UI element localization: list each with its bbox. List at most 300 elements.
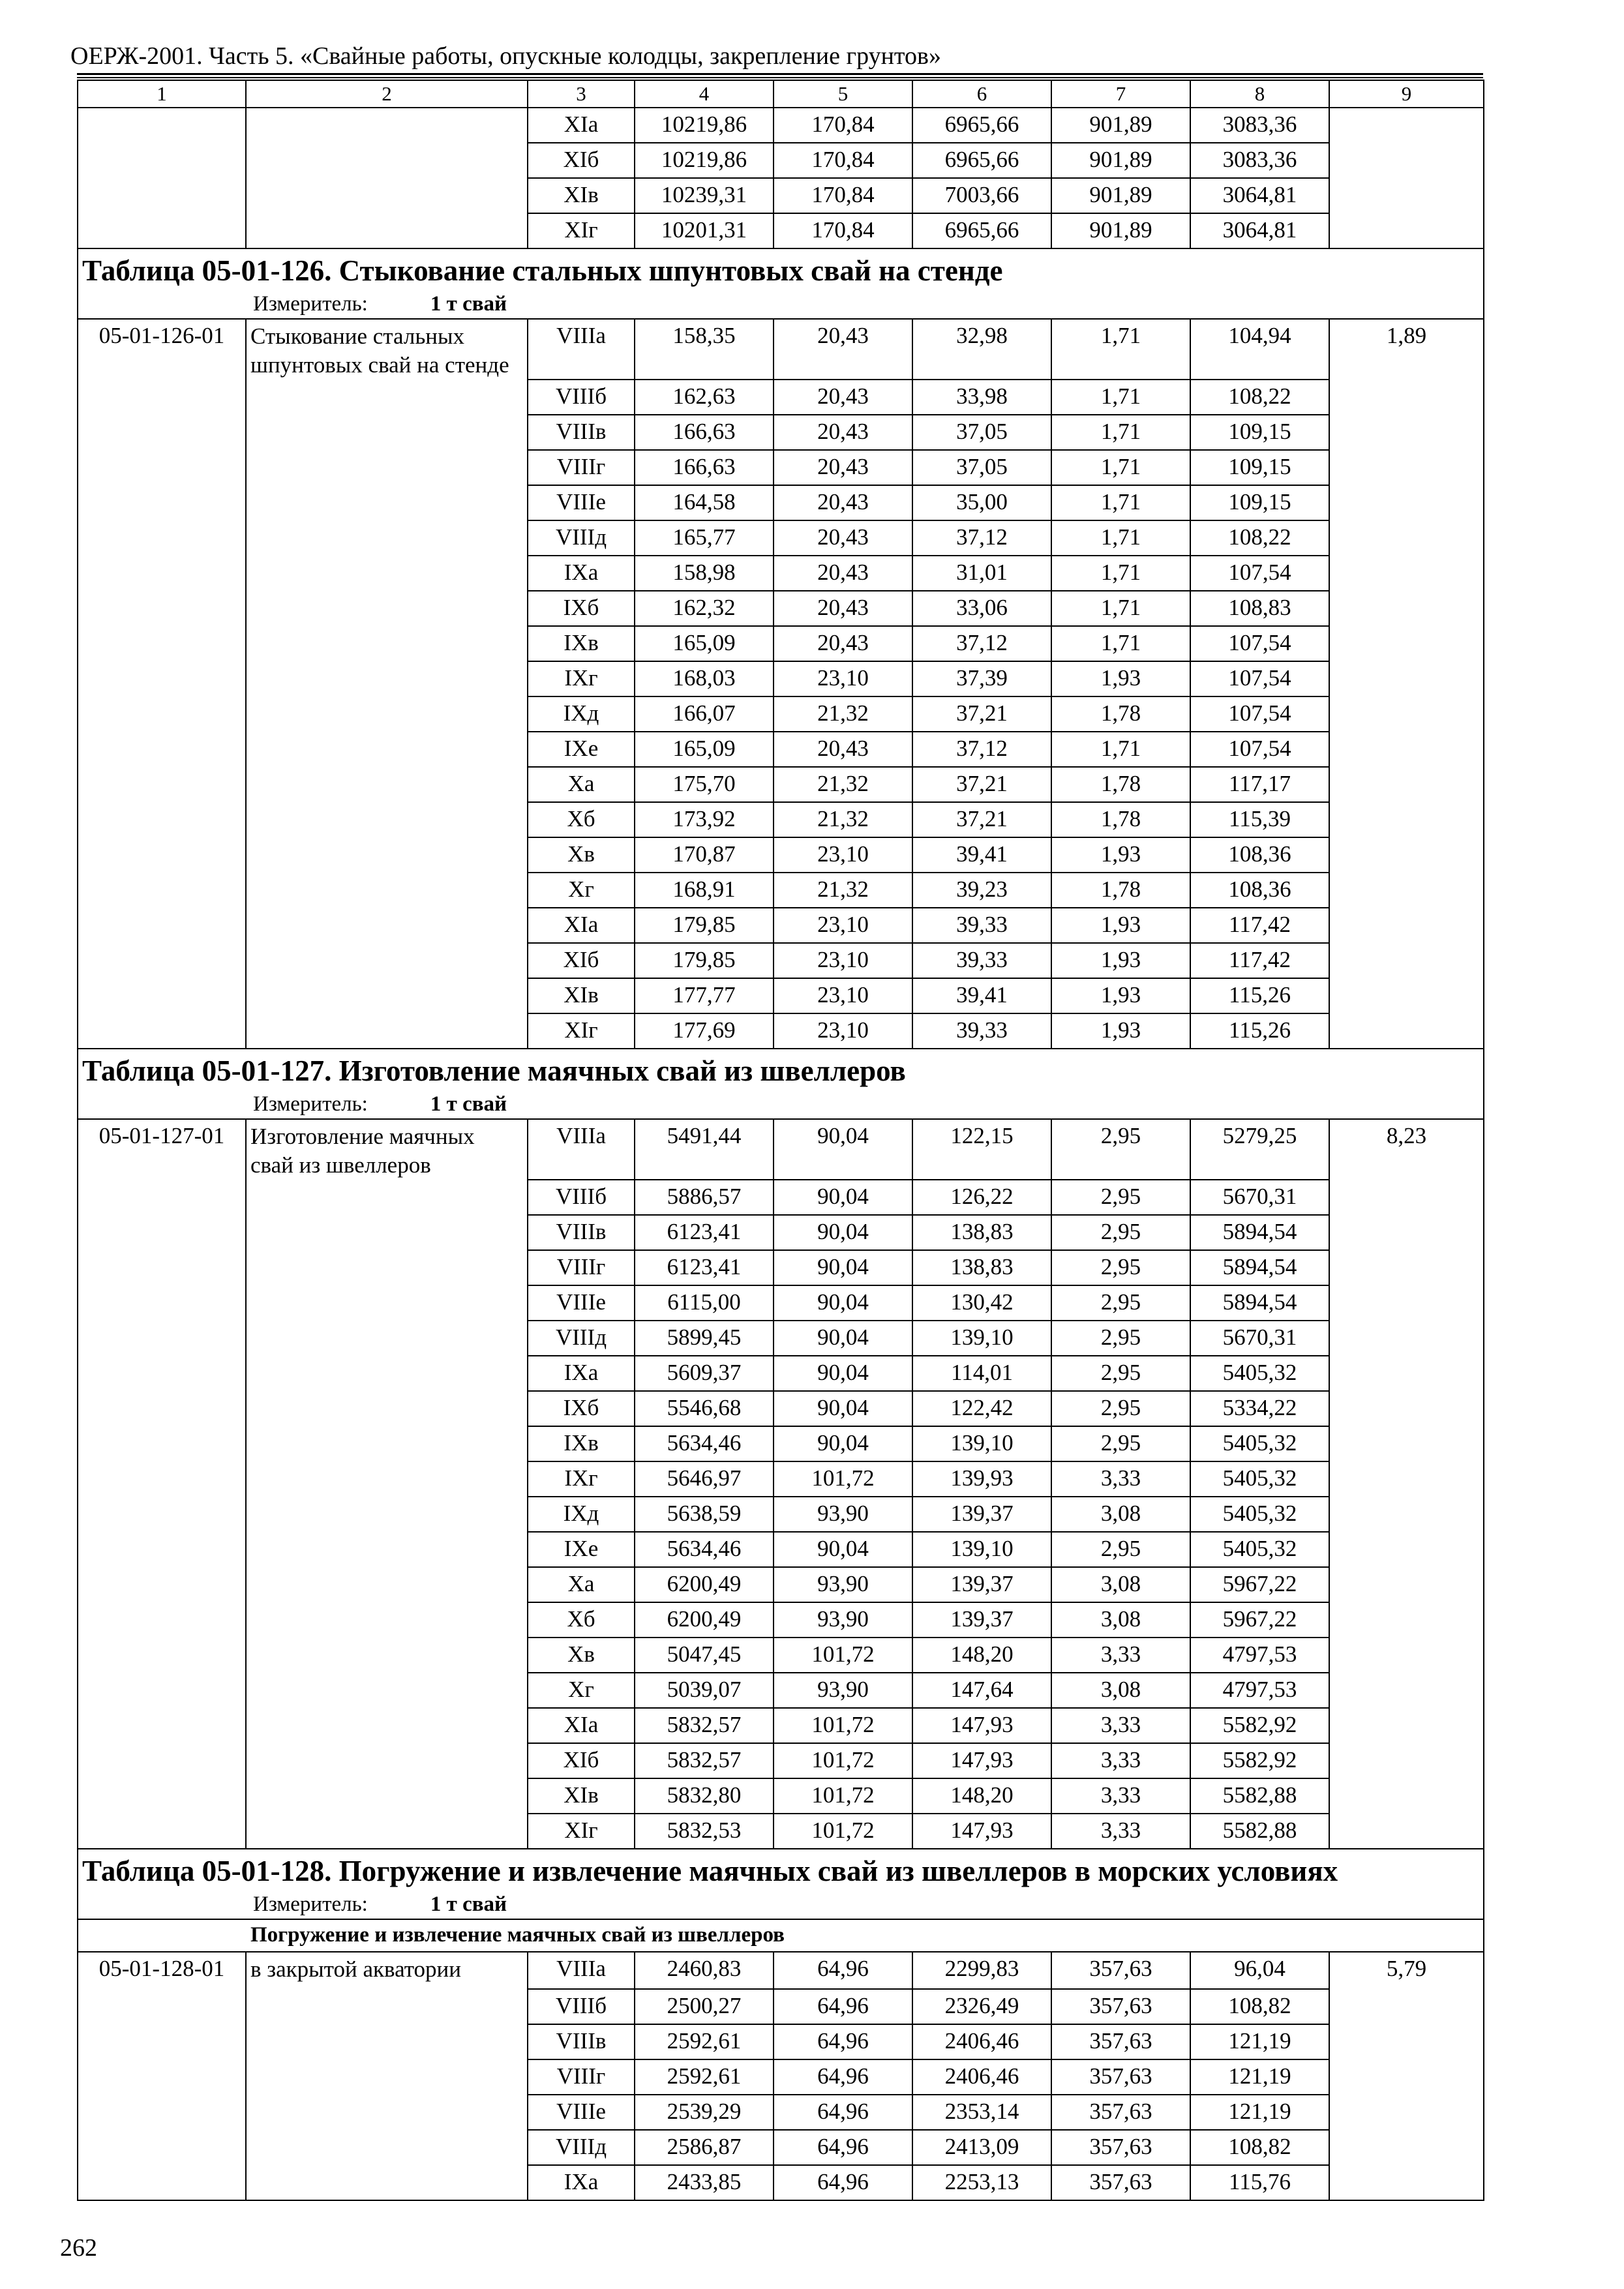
name-cell-13 — [246, 1602, 528, 1638]
name-cell-2 — [246, 178, 528, 213]
col9-cell-15 — [1329, 1673, 1484, 1708]
value-cell: IXе — [528, 1532, 635, 1567]
value-cell: Xа — [528, 1567, 635, 1602]
col9-cell-6 — [1329, 556, 1484, 591]
value-cell: 90,04 — [774, 1356, 912, 1391]
code-cell-0 — [78, 108, 246, 143]
code-cell-18 — [78, 1778, 246, 1814]
value-cell: 101,72 — [774, 1814, 912, 1849]
code-cell-4 — [78, 2095, 246, 2130]
value-cell: 147,93 — [912, 1708, 1051, 1743]
value-cell: XIа — [528, 108, 635, 143]
code-cell-14 — [78, 837, 246, 873]
measure-label: Измеритель: — [253, 1092, 368, 1116]
value-cell: VIIIв — [528, 415, 635, 450]
value-cell: 5638,59 — [635, 1497, 774, 1532]
value-cell: 23,10 — [774, 943, 912, 978]
value-cell: 1,78 — [1051, 767, 1190, 802]
value-cell: 1,71 — [1051, 450, 1190, 485]
value-cell: 1,71 — [1051, 626, 1190, 661]
value-cell: 20,43 — [774, 319, 912, 380]
table-row — [78, 943, 1484, 978]
name-cell-6 — [246, 2165, 528, 2200]
code-cell-12 — [78, 767, 246, 802]
value-cell: 2326,49 — [912, 1989, 1051, 2024]
value-cell: 90,04 — [774, 1321, 912, 1356]
value-cell: 5670,31 — [1190, 1180, 1329, 1215]
value-cell: 3,08 — [1051, 1602, 1190, 1638]
code-cell-5 — [78, 1321, 246, 1356]
value-cell: 2,95 — [1051, 1215, 1190, 1250]
value-cell: 147,93 — [912, 1743, 1051, 1778]
value-cell: 139,93 — [912, 1461, 1051, 1497]
code-cell-7 — [78, 591, 246, 626]
value-cell: 5491,44 — [635, 1119, 774, 1180]
value-cell: 2460,83 — [635, 1952, 774, 1989]
name-cell-13 — [246, 802, 528, 837]
code-cell-17 — [78, 1743, 246, 1778]
value-cell: Xв — [528, 1638, 635, 1673]
table-row — [78, 380, 1484, 415]
value-cell: 179,85 — [635, 943, 774, 978]
value-cell: 158,35 — [635, 319, 774, 380]
value-cell: IXб — [528, 1391, 635, 1426]
value-cell: 10219,86 — [635, 143, 774, 178]
value-cell: 177,77 — [635, 978, 774, 1013]
value-cell: 3,08 — [1051, 1497, 1190, 1532]
name-cell-14 — [246, 837, 528, 873]
col9-cell-18 — [1329, 1778, 1484, 1814]
value-cell: 5634,46 — [635, 1426, 774, 1461]
value-cell: 33,98 — [912, 380, 1051, 415]
value-cell: VIIIб — [528, 1180, 635, 1215]
col9-cell-14 — [1329, 1638, 1484, 1673]
value-cell: 2,95 — [1051, 1180, 1190, 1215]
value-cell: 6200,49 — [635, 1567, 774, 1602]
col9-cell-2 — [1329, 1215, 1484, 1250]
value-cell: 2,95 — [1051, 1391, 1190, 1426]
value-cell: 1,71 — [1051, 485, 1190, 520]
col9-cell-13 — [1329, 802, 1484, 837]
value-cell: 170,84 — [774, 213, 912, 248]
rate-code: 05-01-126-01 — [78, 319, 246, 380]
value-cell: 37,21 — [912, 767, 1051, 802]
table-row — [78, 520, 1484, 556]
code-cell-7 — [78, 1391, 246, 1426]
col9-cell-2 — [1329, 2024, 1484, 2059]
value-cell: 39,23 — [912, 873, 1051, 908]
value-cell: 3,08 — [1051, 1567, 1190, 1602]
name-cell-3 — [246, 1250, 528, 1285]
value-cell: XIв — [528, 978, 635, 1013]
name-cell-7 — [246, 591, 528, 626]
value-cell: IXг — [528, 661, 635, 696]
value-cell: 115,26 — [1190, 1013, 1329, 1049]
value-cell: 1,78 — [1051, 696, 1190, 732]
col9-cell-5 — [1329, 2130, 1484, 2165]
column-number: 3 — [528, 80, 635, 108]
value-cell: 23,10 — [774, 908, 912, 943]
value-cell: Xа — [528, 767, 635, 802]
value-cell: 107,54 — [1190, 696, 1329, 732]
name-cell-1 — [246, 380, 528, 415]
measure-cell — [78, 1090, 1484, 1119]
value-cell: 6200,49 — [635, 1602, 774, 1638]
value-cell: 138,83 — [912, 1215, 1051, 1250]
col9-cell-5 — [1329, 520, 1484, 556]
code-cell-10 — [78, 696, 246, 732]
name-cell-8 — [246, 1426, 528, 1461]
measure-value: 1 т свай — [430, 1893, 507, 1916]
value-cell: 139,10 — [912, 1321, 1051, 1356]
code-cell-10 — [78, 1497, 246, 1532]
value-cell: 109,15 — [1190, 485, 1329, 520]
value-cell: 357,63 — [1051, 2024, 1190, 2059]
table-row — [78, 908, 1484, 943]
value-cell: 5832,57 — [635, 1708, 774, 1743]
table-row — [78, 732, 1484, 767]
value-cell: 139,37 — [912, 1567, 1051, 1602]
measure-row — [78, 1890, 1484, 1919]
value-cell: 90,04 — [774, 1391, 912, 1426]
value-cell: 901,89 — [1051, 108, 1190, 143]
name-cell-1 — [246, 1989, 528, 2024]
value-cell: 21,32 — [774, 767, 912, 802]
code-cell-18 — [78, 978, 246, 1013]
value-cell: 1,71 — [1051, 319, 1190, 380]
value-cell: 32,98 — [912, 319, 1051, 380]
value-cell: 5047,45 — [635, 1638, 774, 1673]
value-cell: XIв — [528, 1778, 635, 1814]
value-cell: 5334,22 — [1190, 1391, 1329, 1426]
value-cell: 21,32 — [774, 696, 912, 732]
col9-cell-14 — [1329, 837, 1484, 873]
value-cell: IXа — [528, 2165, 635, 2200]
name-cell-19 — [246, 1013, 528, 1049]
value-cell: 115,76 — [1190, 2165, 1329, 2200]
table-row — [78, 2095, 1484, 2130]
value-cell: Xб — [528, 1602, 635, 1638]
value-cell: 139,10 — [912, 1426, 1051, 1461]
rate-name: Стыкование стальных шпунтовых свай на стенде — [246, 319, 528, 380]
value-cell: 3,33 — [1051, 1814, 1190, 1849]
value-cell: 23,10 — [774, 661, 912, 696]
code-cell-4 — [78, 485, 246, 520]
value-cell: 126,22 — [912, 1180, 1051, 1215]
value-cell: 23,10 — [774, 837, 912, 873]
table-row — [78, 1356, 1484, 1391]
code-cell-9 — [78, 661, 246, 696]
column-number-row — [78, 80, 1484, 108]
table-row — [78, 802, 1484, 837]
value-cell: VIIIе — [528, 2095, 635, 2130]
table-row — [78, 1602, 1484, 1638]
value-cell: 93,90 — [774, 1567, 912, 1602]
value-cell: 4797,53 — [1190, 1638, 1329, 1673]
value-cell: VIIIг — [528, 1250, 635, 1285]
code-cell-19 — [78, 1013, 246, 1049]
value-cell: 357,63 — [1051, 1952, 1190, 1989]
value-cell: VIIIв — [528, 2024, 635, 2059]
col9-cell-3 — [1329, 1250, 1484, 1285]
value-cell: 2592,61 — [635, 2059, 774, 2095]
column-number: 4 — [635, 80, 774, 108]
value-cell: 2539,29 — [635, 2095, 774, 2130]
value-cell: 20,43 — [774, 485, 912, 520]
code-cell-5 — [78, 520, 246, 556]
value-cell: 139,37 — [912, 1497, 1051, 1532]
value-cell: VIIIб — [528, 380, 635, 415]
value-cell: 93,90 — [774, 1497, 912, 1532]
value-cell: 109,15 — [1190, 415, 1329, 450]
name-cell-2 — [246, 415, 528, 450]
table-title-row — [78, 1049, 1484, 1090]
value-cell: 107,54 — [1190, 556, 1329, 591]
table-row — [78, 415, 1484, 450]
value-cell: 108,82 — [1190, 1989, 1329, 2024]
value-cell: 166,63 — [635, 450, 774, 485]
value-cell: 2,95 — [1051, 1356, 1190, 1391]
subheading-row — [78, 1919, 1484, 1952]
value-cell: VIIIг — [528, 450, 635, 485]
value-cell: 10239,31 — [635, 178, 774, 213]
table-row — [78, 1497, 1484, 1532]
value-cell: 23,10 — [774, 978, 912, 1013]
value-cell: 5582,88 — [1190, 1814, 1329, 1849]
value-cell: 93,90 — [774, 1602, 912, 1638]
value-cell: 39,41 — [912, 978, 1051, 1013]
table-row — [78, 1708, 1484, 1743]
value-cell: 1,93 — [1051, 908, 1190, 943]
value-cell: 108,36 — [1190, 873, 1329, 908]
table-body — [78, 80, 1484, 2200]
value-cell: 139,37 — [912, 1602, 1051, 1638]
code-cell-14 — [78, 1638, 246, 1673]
measure-value: 1 т свай — [430, 1092, 507, 1116]
name-cell-3 — [246, 213, 528, 248]
value-cell: 357,63 — [1051, 2165, 1190, 2200]
page-header: ОЕРЖ-2001. Часть 5. «Свайные работы, опускные колодцы, закрепление грунтов» — [70, 42, 941, 70]
value-cell: 166,07 — [635, 696, 774, 732]
value-cell: 20,43 — [774, 415, 912, 450]
value-cell: 20,43 — [774, 556, 912, 591]
name-cell-4 — [246, 485, 528, 520]
code-cell-3 — [78, 213, 246, 248]
name-cell-5 — [246, 1321, 528, 1356]
value-cell: 901,89 — [1051, 213, 1190, 248]
table-title: Таблица 05-01-126. Стыкование стальных шпунтовых свай на стенде — [78, 248, 1484, 290]
value-cell: 96,04 — [1190, 1952, 1329, 1989]
rate-code: 05-01-127-01 — [78, 1119, 246, 1180]
value-cell: 5039,07 — [635, 1673, 774, 1708]
table-row — [78, 1250, 1484, 1285]
value-cell: 107,54 — [1190, 626, 1329, 661]
value-cell: 148,20 — [912, 1638, 1051, 1673]
measure-label: Измеритель: — [253, 1893, 368, 1916]
table-row — [78, 1952, 1484, 1989]
value-cell: 170,84 — [774, 108, 912, 143]
value-cell: 1,93 — [1051, 661, 1190, 696]
col9-cell-17 — [1329, 943, 1484, 978]
value-cell: 168,03 — [635, 661, 774, 696]
measure-label: Измеритель: — [253, 292, 368, 316]
table-row — [78, 319, 1484, 380]
value-cell: 39,41 — [912, 837, 1051, 873]
code-cell-2 — [78, 2024, 246, 2059]
code-cell-13 — [78, 1602, 246, 1638]
value-cell: 5582,88 — [1190, 1778, 1329, 1814]
table-row — [78, 1567, 1484, 1602]
value-cell: 101,72 — [774, 1638, 912, 1673]
value-cell: 5405,32 — [1190, 1426, 1329, 1461]
table-row — [78, 2059, 1484, 2095]
name-cell-3 — [246, 2059, 528, 2095]
col9-cell-9 — [1329, 661, 1484, 696]
code-cell-6 — [78, 556, 246, 591]
value-cell: 64,96 — [774, 2095, 912, 2130]
value-cell: 901,89 — [1051, 178, 1190, 213]
value-cell: 1,93 — [1051, 943, 1190, 978]
value-cell: 101,72 — [774, 1743, 912, 1778]
value-cell: 107,54 — [1190, 732, 1329, 767]
code-cell-19 — [78, 1814, 246, 1849]
value-cell: XIб — [528, 943, 635, 978]
rate-name: в закрытой акватории — [246, 1952, 528, 1989]
value-cell: XIв — [528, 178, 635, 213]
value-cell: 90,04 — [774, 1119, 912, 1180]
name-cell-18 — [246, 978, 528, 1013]
name-cell-10 — [246, 1497, 528, 1532]
name-cell-16 — [246, 1708, 528, 1743]
table-row — [78, 1814, 1484, 1849]
value-cell: 177,69 — [635, 1013, 774, 1049]
value-cell: 5832,53 — [635, 1814, 774, 1849]
code-cell-17 — [78, 943, 246, 978]
value-cell: 108,82 — [1190, 2130, 1329, 2165]
value-cell: XIб — [528, 143, 635, 178]
value-cell: 165,77 — [635, 520, 774, 556]
value-cell: 90,04 — [774, 1180, 912, 1215]
code-cell-4 — [78, 1285, 246, 1321]
col9-cell-2 — [1329, 415, 1484, 450]
value-cell: IXв — [528, 1426, 635, 1461]
col9-value: 5,79 — [1329, 1952, 1484, 1989]
value-cell: 148,20 — [912, 1778, 1051, 1814]
code-cell-8 — [78, 1426, 246, 1461]
value-cell: 1,71 — [1051, 380, 1190, 415]
value-cell: 357,63 — [1051, 2095, 1190, 2130]
value-cell: 108,83 — [1190, 591, 1329, 626]
name-cell-1 — [246, 1180, 528, 1215]
value-cell: 1,78 — [1051, 873, 1190, 908]
value-cell: 5405,32 — [1190, 1532, 1329, 1567]
code-cell-15 — [78, 873, 246, 908]
name-cell-9 — [246, 661, 528, 696]
value-cell: 5899,45 — [635, 1321, 774, 1356]
value-cell: 2353,14 — [912, 2095, 1051, 2130]
value-cell: 3,08 — [1051, 1673, 1190, 1708]
col9-cell-4 — [1329, 485, 1484, 520]
value-cell: IXб — [528, 591, 635, 626]
value-cell: XIг — [528, 1814, 635, 1849]
value-cell: 10201,31 — [635, 213, 774, 248]
value-cell: 121,19 — [1190, 2024, 1329, 2059]
value-cell: 2,95 — [1051, 1119, 1190, 1180]
value-cell: 179,85 — [635, 908, 774, 943]
col9-cell-12 — [1329, 767, 1484, 802]
code-cell-3 — [78, 450, 246, 485]
table-row — [78, 108, 1484, 143]
table-row — [78, 767, 1484, 802]
table-row — [78, 1426, 1484, 1461]
value-cell: 147,64 — [912, 1673, 1051, 1708]
value-cell: 33,06 — [912, 591, 1051, 626]
value-cell: 20,43 — [774, 626, 912, 661]
col9-cell-7 — [1329, 591, 1484, 626]
table-row — [78, 213, 1484, 248]
value-cell: 162,63 — [635, 380, 774, 415]
measure-cell — [78, 1890, 1484, 1919]
value-cell: 357,63 — [1051, 2059, 1190, 2095]
table-title: Таблица 05-01-128. Погружение и извлечение маячных свай из швеллеров в морских условиях — [78, 1849, 1484, 1890]
table-row — [78, 661, 1484, 696]
value-cell: 1,78 — [1051, 802, 1190, 837]
value-cell: 2253,13 — [912, 2165, 1051, 2200]
value-cell: 37,12 — [912, 626, 1051, 661]
value-cell: 64,96 — [774, 1952, 912, 1989]
value-cell: 10219,86 — [635, 108, 774, 143]
value-cell: 6115,00 — [635, 1285, 774, 1321]
value-cell: 108,22 — [1190, 380, 1329, 415]
value-cell: 2586,87 — [635, 2130, 774, 2165]
value-cell: IXе — [528, 732, 635, 767]
value-cell: 39,33 — [912, 943, 1051, 978]
column-number: 8 — [1190, 80, 1329, 108]
value-cell: 115,39 — [1190, 802, 1329, 837]
col9-cell-1 — [1329, 1989, 1484, 2024]
table-row — [78, 1321, 1484, 1356]
header-rule-top — [77, 73, 1483, 75]
code-cell-2 — [78, 178, 246, 213]
name-cell-9 — [246, 1461, 528, 1497]
code-cell-6 — [78, 2165, 246, 2200]
value-cell: Xг — [528, 873, 635, 908]
value-cell: 5886,57 — [635, 1180, 774, 1215]
name-cell-6 — [246, 1356, 528, 1391]
value-cell: 175,70 — [635, 767, 774, 802]
code-cell-1 — [78, 1180, 246, 1215]
value-cell: 5405,32 — [1190, 1356, 1329, 1391]
value-cell: 5894,54 — [1190, 1215, 1329, 1250]
value-cell: 3,33 — [1051, 1461, 1190, 1497]
column-number: 6 — [912, 80, 1051, 108]
value-cell: VIIIд — [528, 2130, 635, 2165]
value-cell: XIа — [528, 1708, 635, 1743]
value-cell: 115,26 — [1190, 978, 1329, 1013]
table-row — [78, 1989, 1484, 2024]
value-cell: Xб — [528, 802, 635, 837]
col9-cell-1 — [1329, 143, 1484, 178]
code-cell-8 — [78, 626, 246, 661]
value-cell: 20,43 — [774, 591, 912, 626]
value-cell: VIIIг — [528, 2059, 635, 2095]
value-cell: 37,21 — [912, 696, 1051, 732]
table-row — [78, 2165, 1484, 2200]
value-cell: 165,09 — [635, 732, 774, 767]
value-cell: 101,72 — [774, 1778, 912, 1814]
value-cell: 357,63 — [1051, 2130, 1190, 2165]
value-cell: 5405,32 — [1190, 1461, 1329, 1497]
